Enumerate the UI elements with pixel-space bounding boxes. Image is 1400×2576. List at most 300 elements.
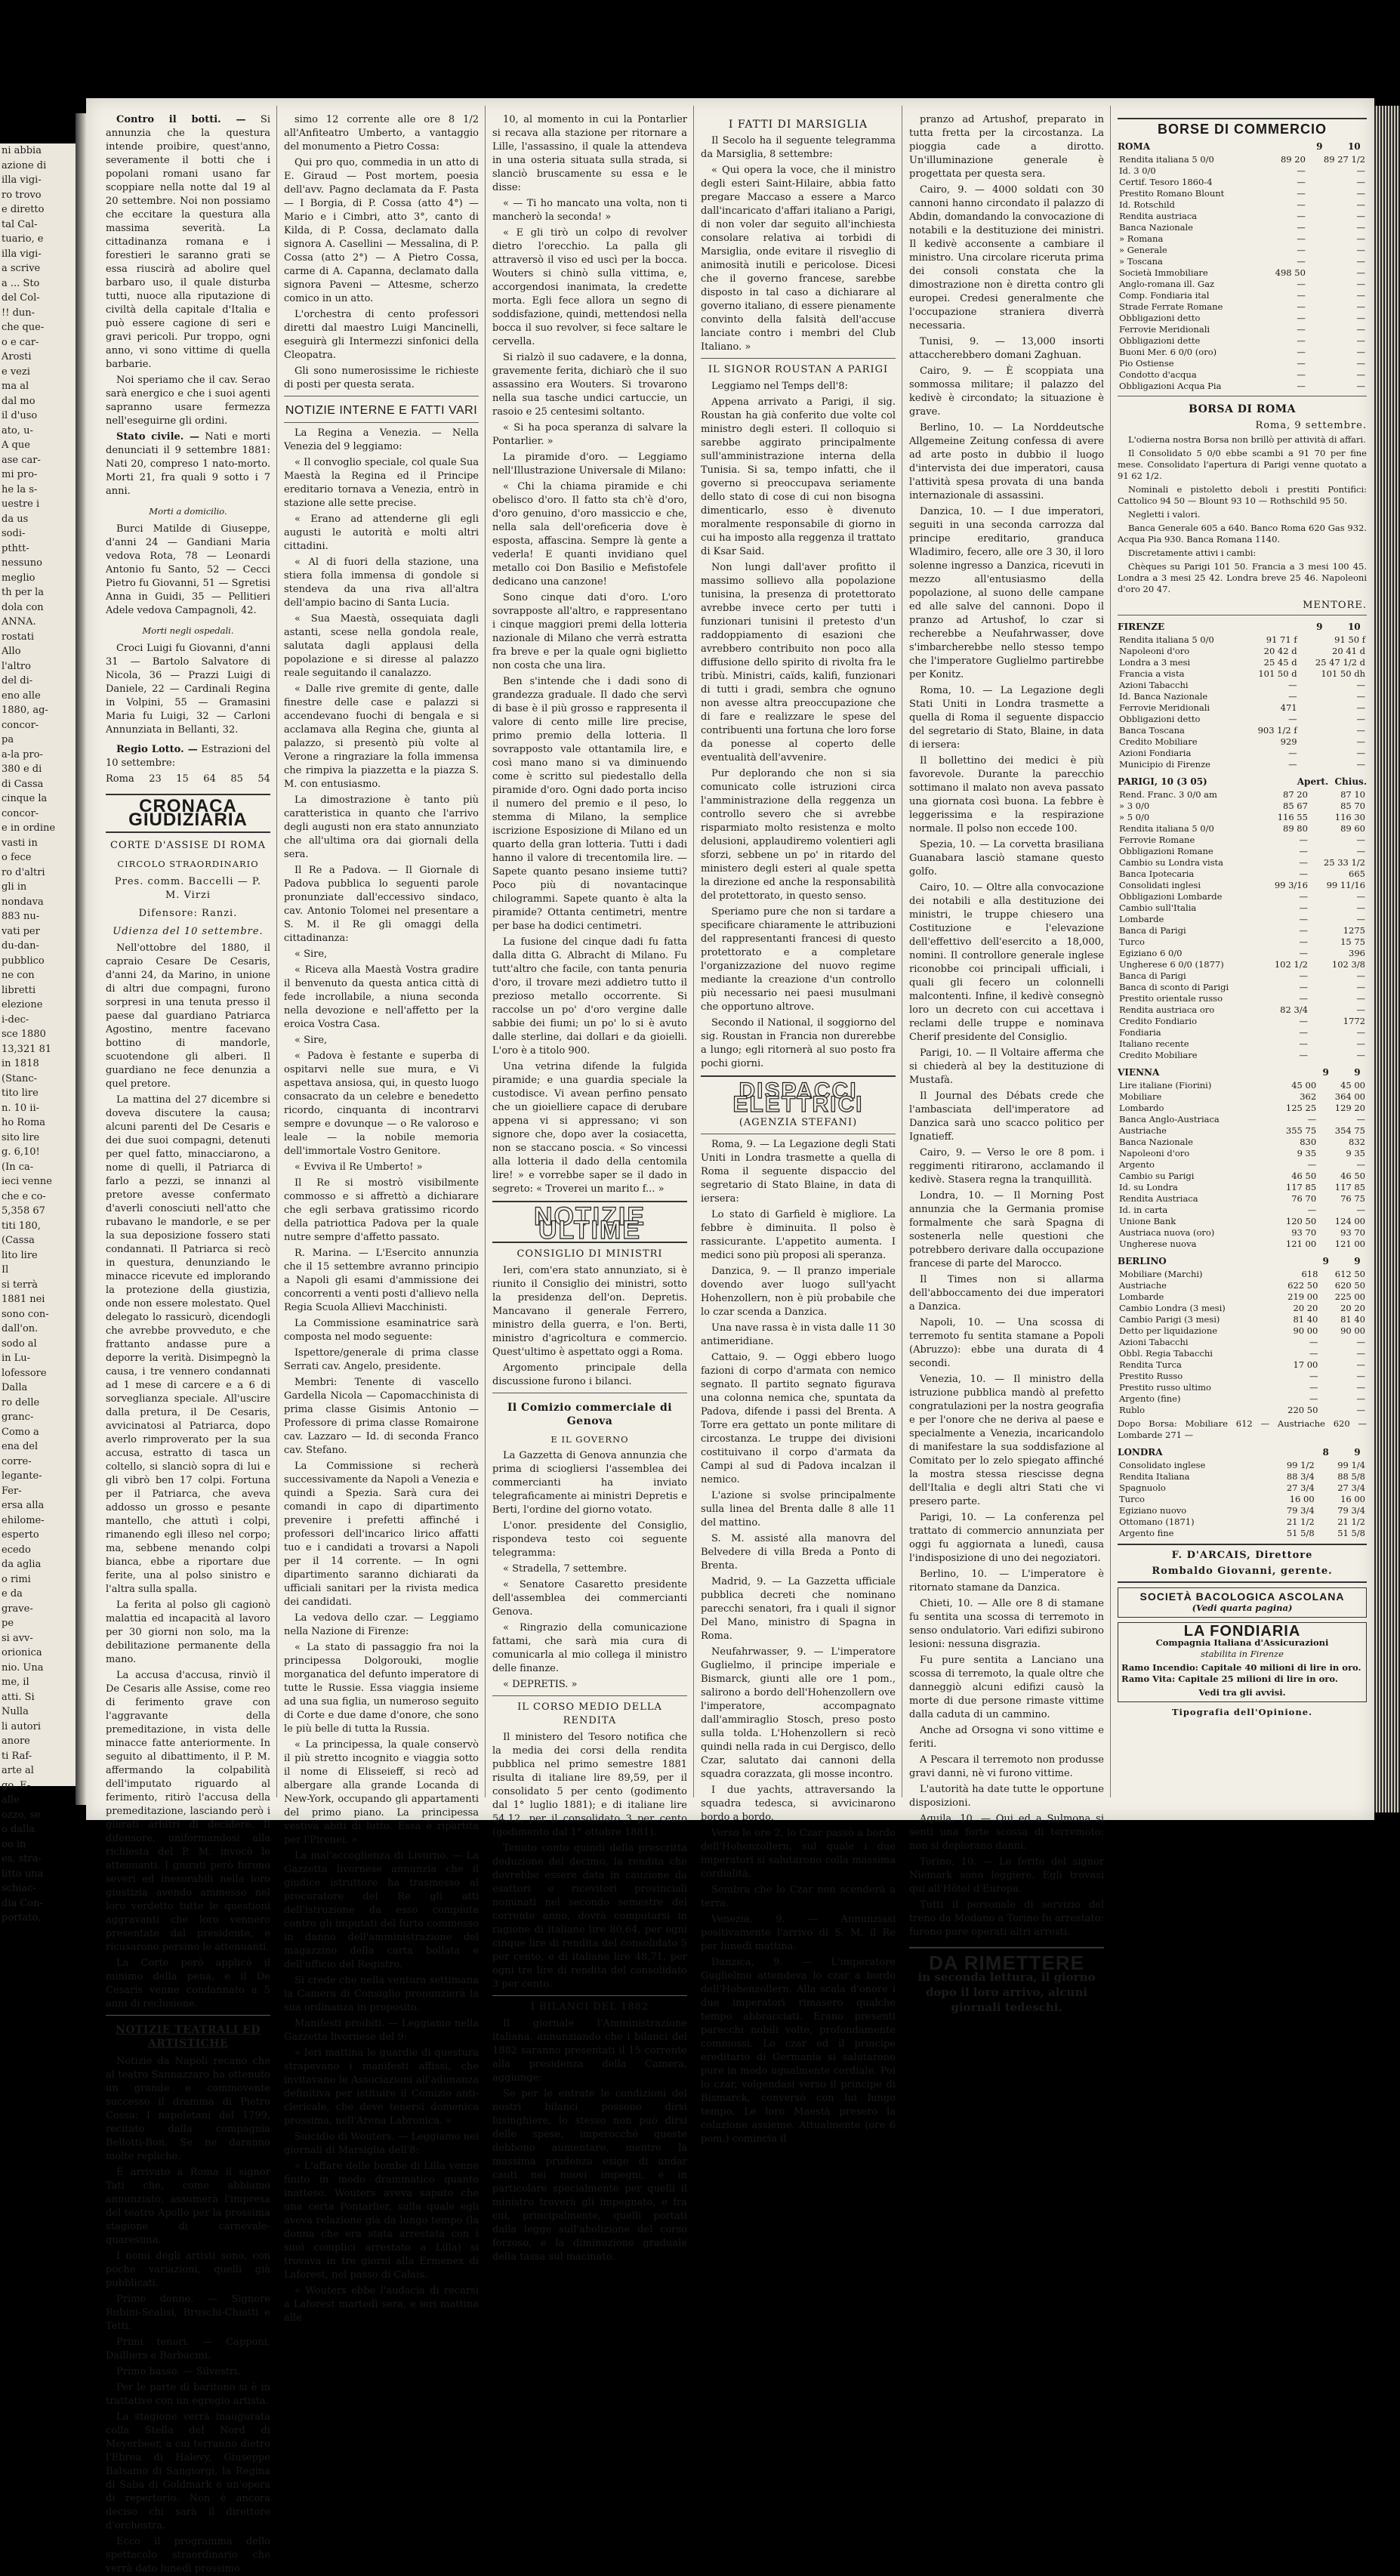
security-name: Argento xyxy=(1119,1159,1155,1170)
paragraph: Membri: Tenente di vascello Gardella Nicola — Capomacchinista di prima classe Gisimis Antonio — Professore di prima classe Romairone cav. Lazzaro — Id. di seconda Franco cav. Stefano. xyxy=(284,1377,479,1456)
paragraph: La dimostrazione è tanto più caratteristica in quanto che l'arrivo degli augusti non era stato annunziato che all'ultima ora dai giornali della sera. xyxy=(284,794,479,860)
security-name: Obbligazioni Romane xyxy=(1119,846,1213,856)
market-row xyxy=(1118,914,1367,925)
security-name: Credito Mobiliare xyxy=(1119,1050,1198,1060)
market-row xyxy=(1118,1193,1367,1205)
quote-value: 102 3/8 xyxy=(1331,959,1365,970)
column-rule xyxy=(485,106,486,1797)
quote-value: 355 75 xyxy=(1285,1125,1317,1136)
facing-page-fragment: n. 10 ii- xyxy=(2,1102,40,1114)
security-name: Napoleoni d'oro xyxy=(1119,1148,1190,1158)
quote-value: 93 70 xyxy=(1291,1227,1317,1238)
borsa-roma-sign: MENTORE. xyxy=(1303,600,1367,611)
market-row xyxy=(1118,188,1367,199)
quote-value: — xyxy=(1356,1382,1365,1393)
bacologica-ad: SOCIETÀ BACOLOGICA ASCOLANA xyxy=(1139,1590,1345,1603)
market-row xyxy=(1118,691,1367,702)
day: 9 xyxy=(1354,1067,1361,1078)
quote-value: 102 1/2 xyxy=(1274,959,1308,970)
quote-value: 81 40 xyxy=(1340,1314,1365,1325)
paragraph: I due yachts, attraversando la squadra tedesca, si avvicinarono bordo a bordo. xyxy=(701,1785,896,1823)
market-row xyxy=(1118,759,1367,770)
quote-value: — xyxy=(1297,324,1306,335)
paragraph: Tenuto conto quindi della prescritta deduzione del decimo, la rendita che dovrebbe essere data in cauzione da esattori e ricevitori provinciali nominati nel secondo semestre del corrente anno, dovrà computarsi in ragione di italiane lire 80,64, per ogni cinque lire di rendita del consolidato 5 per cento, e di italiane lire 48,71, per ogni tre lire di rendita del consolidato 3 per cento. xyxy=(492,1843,687,1990)
security-name: Buoni Mer. 6 0/0 (oro) xyxy=(1119,347,1217,357)
facing-page-fragment: ersa alla xyxy=(2,1500,45,1511)
quote-value: — xyxy=(1297,222,1306,233)
market-row xyxy=(1118,1303,1367,1314)
quote-value: — xyxy=(1356,914,1365,924)
morti-domicilio: Burci Matilde di Giuseppe, d'anni 24 — Gandiani Maria vedova Rota, 78 — Leonardi Antonio fu Santo, 52 — Cecci Pietro fu Giovanni, 51 — Sgretisi Anna in Guidi, 35 — Pellitieri Adele vedova Campagnoli, 42. xyxy=(106,523,270,616)
market-row xyxy=(1118,1482,1367,1494)
quote-value: — xyxy=(1297,211,1306,221)
quote-value: — xyxy=(1299,1027,1308,1038)
quote-value: — xyxy=(1299,1050,1308,1060)
facing-page-fragment: che que- xyxy=(2,322,45,333)
market-row xyxy=(1118,1004,1367,1016)
quote-value: — xyxy=(1297,335,1306,346)
quote-value: 618 xyxy=(1301,1269,1318,1279)
security-name: Id. Rotschild xyxy=(1119,199,1175,210)
paragraph: I nomi degli artisti sono, con poche variazioni, quelli già pubblicati. xyxy=(106,2251,270,2289)
day: 10 xyxy=(1347,622,1361,632)
facing-page-fragment: concor- xyxy=(2,807,39,819)
security-name: Azioni Fondiaria xyxy=(1119,748,1192,758)
quote-value: — xyxy=(1356,211,1365,221)
facing-page-fragment: schiac- xyxy=(2,1883,36,1894)
facing-page-fragment: i-dec- xyxy=(2,1013,29,1026)
quote-value: — xyxy=(1356,748,1365,758)
paragraph: Il bollettino dei medici è più favorevole. Durante la parecchio sottimano il malato non aveva passato una giornata così buona. La febbre è leggerissima e la respirazione normale. Il polso non eccede 100. xyxy=(909,755,1104,835)
quote-value: 121 00 xyxy=(1334,1239,1365,1249)
paragraph: Fu pure sentita a Lanciano una scossa di terremoto, la quale oltre che danneggiò alcuni edifizi causò la morte di due persone rimaste vittime dalla caduta di un cammino. xyxy=(909,1655,1104,1720)
paragraph: pranzo ad Artushof, preparato in tutta fretta per la circostanza. La pioggia cade a dirotto. Un'illuminazione generale è progettata per questa sera. xyxy=(909,114,1104,180)
quote-value: — xyxy=(1356,1114,1365,1124)
facing-page-fragment: grave- xyxy=(2,1603,33,1615)
quote-value: 82 3/4 xyxy=(1280,1004,1308,1015)
security-name: Napoleoni d'oro xyxy=(1119,646,1190,656)
market-row xyxy=(1118,1359,1367,1371)
facing-page-fragment: sodo al xyxy=(2,1337,37,1350)
security-name: Credito Fondiario xyxy=(1119,1016,1198,1026)
quote-value: — xyxy=(1299,902,1308,913)
borsa-roma-title: BORSA DI ROMA xyxy=(1188,403,1297,415)
paragraph: Berlino, 10. — La Norddeutsche Allgemeine Zeitung confessa di avere ad arte posto in dubbio il luogo d'intervista dei due imperatori, causa l'attività spesa provata di una banda internazionale di assassini. xyxy=(909,422,1104,501)
quote-value: 93 70 xyxy=(1340,1227,1365,1238)
notizie-interne-title: NOTIZIE INTERNE E FATTI VARI xyxy=(285,404,478,417)
paragraph: Negletti i valori. xyxy=(1128,509,1201,520)
quote-value: 220 50 xyxy=(1287,1405,1318,1415)
market-row xyxy=(1118,1125,1367,1137)
security-name: Argento (fine) xyxy=(1119,1393,1181,1404)
paragraph: Ieri, com'era stato annunziato, si è riunito il Consiglio dei ministri, sotto la presidenza dell'on. Depretis. Mancavano il generale Ferrero, ministro della guerra, e l'on. Berti, ministro d'agricoltura e commercio. Quest'ultimo è aspettato oggi a Roma. xyxy=(492,1265,687,1358)
quote-value: — xyxy=(1297,188,1306,199)
news-text: Nati e morti denunciati il 9 settembre 1881: Nati 20, compreso 1 nato-morto. Morti 21, fra quali 9 sotto i 7 anni. xyxy=(106,431,270,497)
morti-domicilio-title: Morti a domicilio. xyxy=(149,506,227,517)
security-name: Ungherese nuova xyxy=(1119,1239,1197,1249)
paragraph: « Ieri mattina le guardie di questura strapevano i manifesti affissi, che invitavano le Associazioni all'adunanza definitiva per istituire il Comizio anti-clericale, che deve tenersi domenica prossima, nell'Arena Labronica. » xyxy=(284,2047,479,2127)
paragraph: Londra, 10. — Il Morning Post annunzia che la Germania promise formalmente che sarà Spagna di sostenerla nelle questioni che potrebbero derivare dalla occupazione francese di parte del Marocco. xyxy=(909,1190,1104,1269)
facing-page-fragment: Dalla xyxy=(2,1382,28,1393)
paragraph: « La principessa, la quale conservò il più stretto incognito e viaggia sotto il nome di Elisseieff, si recò ad albergare alla grande Locanda di New-York, occupando gli appartamenti del primo piano. La principessa vestiva abiti di lutto. Essa è ripartita per l'Pirenei. » xyxy=(284,1739,479,1846)
fondiaria-sub: Compagnia Italiana d'Assicurazioni xyxy=(1155,1637,1329,1648)
quote-value: 120 50 xyxy=(1285,1216,1317,1226)
paragraph: Berlino, 10. — L'imperatore è ritornato stamane da Danzica. xyxy=(909,1569,1104,1593)
paragraph: Speriamo pure che non si tardare a specificare chiaramente le attribuzioni del rappresentanti francesi di questo protettorato e a completare l'organizzazione del nuovo regime mediante la creazione d'un controllo più necessario nei paesi musulmani che opportuno altrove. xyxy=(701,906,896,1013)
paragraph: L'autorità ha date tutte le opportune disposizioni. xyxy=(909,1784,1104,1809)
quote-value: 101 50 dh xyxy=(1321,668,1365,679)
paragraph: Il Times non si allarma dell'abboccamento dei due imperatori a Danzica. xyxy=(909,1274,1104,1313)
quote-value: — xyxy=(1309,1393,1318,1404)
quote-value: — xyxy=(1356,902,1365,913)
security-name: Ferrovie Romane xyxy=(1119,835,1195,845)
quote-value: — xyxy=(1297,256,1306,267)
quote-value: 15 75 xyxy=(1340,936,1365,947)
quote-value: 25 33 1/2 xyxy=(1323,857,1365,868)
security-name: Banca Nazionale xyxy=(1119,1137,1193,1147)
facing-page-fragment: ni abbia xyxy=(2,145,42,156)
market-row xyxy=(1118,1027,1367,1038)
market-row xyxy=(1118,680,1367,691)
lotto-number: 54 xyxy=(257,773,270,785)
facing-page-edge xyxy=(0,143,76,1924)
paragraph: Il Re a Padova. — Il Giornale di Padova pubblica lo seguenti parole pronunziate dall'eccessivo sindaco, cav. Antonio Tolomei nel presentare a S. M. il Re gli omaggi della cittadinanza: xyxy=(284,865,479,944)
facing-page-fragment: e vezi xyxy=(2,366,30,378)
security-name: Italiano recente xyxy=(1119,1038,1189,1049)
borse-title: BORSE DI COMMERCIO xyxy=(1157,122,1327,137)
market-row xyxy=(1118,902,1367,914)
roustan-title: IL SIGNOR ROUSTAN A PARIGI xyxy=(708,364,889,375)
paragraph: « L'affare delle bombe di Lilla venne finito in modo drammatico quanto inatteso. Wouters aveva saputo che una certa Pontarlier, sulla quale egli aveva relazione già da lungo tempo (la donna che era stata arrestata con i suoi complici arrestato a Lilla) si trovava in tre giorni alla Ermenex di Laforest, nel passo di Calais. xyxy=(284,2161,479,2281)
gerente: Rombaldo Giovanni, gerente. xyxy=(1152,1566,1333,1577)
quote-value: — xyxy=(1356,1205,1365,1215)
day: 9 xyxy=(1316,141,1323,152)
paragraph: « Sire, xyxy=(294,1035,328,1046)
facing-page-fragment: e diretto xyxy=(2,204,45,215)
security-name: Detto per liquidazione xyxy=(1119,1325,1218,1336)
market-row xyxy=(1118,1382,1367,1393)
paragraph: La mal'accoglienza di Livorno. — La Gazzetta livornese annunzia che il giudice istruttore ha trasmesso al procuratore del Re gli atti dell'istruzione da esso compiuta contro gli imputati del furto commesso in danno dell'amministrazione del magazzino della carta bollata e dell'ufficio del Registro. xyxy=(284,1850,479,1970)
security-name: Rend. Franc. 3 0/0 am xyxy=(1119,789,1217,800)
facing-page-fragment: pe xyxy=(2,1618,14,1629)
quote-value: — xyxy=(1356,256,1365,267)
quote-value: 20 20 xyxy=(1293,1303,1318,1313)
facing-page-fragment: 380 e di xyxy=(2,764,42,775)
facing-page-fragment: nio. Una xyxy=(2,1661,44,1674)
paragraph: Il Re si mostrò visibilmente commosso e si affrettò a dichiarare che egli serbava gratissimo ricordo della patriottica Padova per la quale nutre sempre d'affetto passato. xyxy=(284,1177,479,1243)
quote-value: — xyxy=(1356,199,1365,210)
paragraph: « DEPRETIS. » xyxy=(503,1679,578,1690)
news-lead: Stato civile. — xyxy=(116,431,200,443)
security-name: Obbligazioni detto xyxy=(1119,714,1201,724)
firenze-label: FIRENZE xyxy=(1118,622,1165,632)
paragraph: « Ringrazio della comunicazione fattami, che sarà mia cura di comunicarla al mio collega il ministro delle finanze. xyxy=(492,1622,687,1674)
market-row xyxy=(1118,1460,1367,1471)
paragraph: Per le parte di baritono si è in trattative con un egregio artista. xyxy=(106,2382,270,2407)
facing-page-fragment: 1880, ag- xyxy=(2,705,48,716)
paragraph: « Evviva il Re Umberto! » xyxy=(294,1162,423,1173)
column-rule xyxy=(1110,106,1111,1797)
facing-page-fragment: da us xyxy=(2,513,29,525)
fondiaria-ad: LA FONDIARIA xyxy=(1183,1623,1301,1640)
security-name: Obbligazioni Acqua Pia xyxy=(1119,381,1222,391)
quote-value: — xyxy=(1356,982,1365,992)
facing-page-fragment: in Lu- xyxy=(2,1353,31,1364)
column-6-markets xyxy=(1118,113,1367,1797)
udienza: Udienza del 10 settembre. xyxy=(113,926,264,937)
quote-value: — xyxy=(1356,1371,1365,1381)
facing-page-fragment: pa xyxy=(2,734,14,745)
quote-value: — xyxy=(1356,290,1365,301)
facing-page-fragment: gli in xyxy=(2,881,27,893)
paragraph: La piramide d'oro. — Leggiamo nell'Illustrazione Universale di Milano: xyxy=(492,452,687,477)
facing-page-fragment: nondava xyxy=(2,896,44,908)
quote-value: 88 5/8 xyxy=(1337,1471,1365,1482)
paragraph: L'orchestra di cento professori diretti dal maestro Luigi Mancinelli, eseguirà gli Intermezzi sinfonici della Cleopatra. xyxy=(284,309,479,361)
quote-value: — xyxy=(1356,691,1365,702)
facing-page-fragment: he la s- xyxy=(2,483,38,495)
quote-value: 16 00 xyxy=(1340,1494,1365,1504)
market-row xyxy=(1118,381,1367,392)
security-name: Cambio su Parigi xyxy=(1119,1171,1195,1181)
market-row xyxy=(1118,1171,1367,1182)
column-1 xyxy=(106,113,270,2574)
paragraph: A Pescara il terremoto non produsse gravi danni, nè vi furono vittime. xyxy=(909,1754,1104,1779)
quote-value: — xyxy=(1309,1337,1318,1347)
quote-value: — xyxy=(1356,1359,1365,1370)
market-row xyxy=(1118,646,1367,657)
facing-page-fragment: ro trovo xyxy=(2,189,42,201)
security-name: Rendita italiana 5 0/0 xyxy=(1119,154,1214,165)
paragraph: Torino, 10. — Le ferite del signor Niemark sono leggiere. Egli trovasi qui all'Hôtel d'Europa. xyxy=(909,1856,1104,1895)
facing-page-fragment: o dalla xyxy=(2,1824,35,1835)
col-head: Apert. xyxy=(1297,776,1329,787)
berlino-table xyxy=(1118,1269,1367,1416)
quote-value: 90 00 xyxy=(1340,1325,1365,1336)
market-row xyxy=(1118,347,1367,358)
quote-value: — xyxy=(1297,290,1306,301)
lotto-number: 85 xyxy=(230,773,243,785)
paragraph: « Senatore Casaretto presidente dell'assemblea dei commercianti Genova. xyxy=(492,1579,687,1618)
quote-value: 225 00 xyxy=(1334,1291,1365,1302)
quote-value: — xyxy=(1356,993,1365,1004)
security-name: Spagnuolo xyxy=(1119,1482,1166,1493)
quote-value: — xyxy=(1299,891,1308,902)
facing-page-fragment: titi 180, xyxy=(2,1220,41,1232)
market-row xyxy=(1118,891,1367,902)
column-rule xyxy=(693,106,694,1797)
market-row xyxy=(1118,267,1367,279)
paragraph: Prime donne. — Signore Rubini-Scalisi, Bruschi-Chiatti e Tetti. xyxy=(106,2294,270,2332)
security-name: Ferrovie Meridionali xyxy=(1119,702,1210,713)
security-name: Azioni Tabacchi xyxy=(1119,1337,1189,1347)
facing-page-fragment: portato, xyxy=(2,1912,42,1924)
facing-page-fragment: tito lire xyxy=(2,1087,39,1099)
facing-page-fragment: sodi- xyxy=(2,528,26,539)
facing-page-fragment: uestre i xyxy=(2,498,40,510)
lotto-number: 15 xyxy=(176,773,189,785)
security-name: Egiziano nuovo xyxy=(1119,1505,1187,1516)
marsiglia-title: I FATTI DI MARSIGLIA xyxy=(728,119,868,131)
facing-page-fragment: a scrive xyxy=(2,263,41,274)
quote-value: 99 1/2 xyxy=(1286,1460,1315,1470)
comizio-sub: E IL GOVERNO xyxy=(550,1434,629,1445)
market-row xyxy=(1118,1016,1367,1027)
facing-page-fragment: (In ca- xyxy=(2,1161,34,1173)
quote-value: 830 xyxy=(1300,1137,1317,1147)
paragraph: « Al di fuori della stazione, una stiera folla immensa di gondole si stendeva da una riva all'altra dell'ampio bacino di Santa Lucia. xyxy=(284,557,479,609)
facing-page-fragment: vasti in xyxy=(2,837,38,849)
market-row xyxy=(1118,199,1367,211)
security-name: Società Immobiliare xyxy=(1119,267,1208,278)
security-name: Austriaca nuova (oro) xyxy=(1119,1227,1215,1238)
market-row xyxy=(1118,812,1367,823)
security-name: Austriache xyxy=(1119,1280,1167,1291)
security-name: Francia a vista xyxy=(1119,668,1185,679)
day: 9 xyxy=(1322,1067,1329,1078)
paragraph: La fusione del cinque dadi fu fatta dalla ditta G. Albracht di Milano. Fu tutt'altro che facile, con tanta penuria d'oro, il trovare mezi addietro tutto il prezioso metallo occorrente. Si raccolse un po' d'oro vergine dalle sabbie dei fiumi; un po' lo si è avuto dalle sterline, dai dollari e da gioielli. L'oro è a titolo 900. xyxy=(492,936,687,1057)
market-row xyxy=(1118,1114,1367,1125)
quote-value: 20 41 d xyxy=(1332,646,1365,656)
facing-page-fragment: sito lire xyxy=(2,1131,40,1143)
facing-page-fragment: dola con xyxy=(2,601,44,613)
market-row xyxy=(1118,290,1367,301)
paragraph: La ferita al polso gli cagionò malattia ed incapacità al lavoro per 30 giorni non solo, ma la debilitazione permanente della mano. xyxy=(106,1600,270,1665)
quote-value: — xyxy=(1356,846,1365,856)
paragraph: La vedova dello czar. — Leggiamo nella Nazione di Firenze: xyxy=(284,1612,479,1637)
quote-value: 87 20 xyxy=(1283,789,1308,800)
facing-page-fragment: (Stanc- xyxy=(2,1072,37,1084)
quote-value: — xyxy=(1299,925,1308,936)
facing-page-fragment: 5,358 67 xyxy=(2,1205,45,1217)
quote-value: 124 00 xyxy=(1334,1216,1365,1226)
quote-value: 9 35 xyxy=(1346,1148,1365,1158)
facing-page-fragment: go. E- xyxy=(2,1779,31,1791)
berlino-label: BERLINO xyxy=(1118,1256,1167,1266)
paragraph: « Si ha poca speranza di salvare la Pontarlier. » xyxy=(492,422,687,447)
quote-value: — xyxy=(1288,680,1297,690)
quote-value: 99 11/16 xyxy=(1326,880,1365,890)
paragraph: Lo stato di Garfield è migliore. La febbre è diminuita. Il polso è rassicurante. L'appetito aumenta. I medici sono più proposi ali speranza. xyxy=(701,1209,896,1261)
quote-value: 89 27 1/2 xyxy=(1323,154,1365,165)
paragraph: L'onor. presidente del Consiglio, rispondeva testo coi seguente telegramma: xyxy=(492,1520,687,1559)
security-name: Pio Ostiense xyxy=(1119,358,1174,369)
paragraph: « Dalle rive gremite di gente, dalle finestre delle case e palazzi si accendevano fuochi di bengala e si acclamava alla Regina che, giunta al palazzo, si presentò più volte al Verone a ringraziare la folla immensa che rimpiva la piazzetta e la piazza S. M. con entusiasmo. xyxy=(284,683,479,790)
facing-page-fragment: legante- xyxy=(2,1470,42,1482)
bacologica-sub: (Vedi quarta pagina) xyxy=(1192,1603,1293,1613)
security-name: Obbligazioni dette xyxy=(1119,335,1201,346)
market-row xyxy=(1118,177,1367,188)
paragraph: Ben s'intende che i dadi sono di grandezza graduale. Il dado che servì di base è il più grosso e rappresenta il valore di cento mille lire precise, primo premio della lotteria. Il sovrapposto vale ottantamila lire, e così mano mano si va diminuendo come è scritto sul piedestallo della piramide d'oro. Ogni dado porta inciso il numero del premio e il peso, lo stemma di Milano, la semplice iscrizione Esposizione di Milano ed un quarto della gran lotteria. Tutti i dadi hanno il valore di trecentomila lire. — Sapete quanto pesano insieme tutti? Poco più di novantacinque chilogrammi. Sapete quanto è alta la piramide? Ottanta centimetri, mentre per base ha dodici centimetri. xyxy=(492,676,687,932)
quote-value: 16 00 xyxy=(1289,1494,1315,1504)
paragraph: Napoli, 10. — Una scossa di terremoto fu sentita stamane a Popoli (Abruzzo): ebbe una durata di 4 secondi. xyxy=(909,1317,1104,1369)
facing-page-fragment: oo in xyxy=(2,1838,26,1850)
market-row xyxy=(1118,335,1367,347)
consiglio-title: CONSIGLIO DI MINISTRI xyxy=(517,1248,663,1260)
quote-value: — xyxy=(1288,691,1297,702)
paragraph: « Chi la chiama piramide e chi obelisco d'oro. Il fatto sta ch'è d'oro, d'oro genuino, d'oro massiccio e che, nella sala dell'oreficeria dove è esposta, affascina. Sempre là gente a vederla! E quanti invidiano quel metallo coi Don Basilio e Mefistofele dedicano una canzone! xyxy=(492,481,687,588)
security-name: Banca Ipotecaria xyxy=(1119,868,1195,879)
market-row xyxy=(1118,959,1367,970)
facing-page-fragment: corre- xyxy=(2,1455,32,1467)
security-name: Lire italiane (Fiorini) xyxy=(1119,1080,1212,1091)
paragraph: 10, al momento in cui la Pontarlier si recava alla stazione per ritornare a Lille, l'assassino, il quale la attendeva in una osteria situata sulla strada, si slanciò bruscamente su essa e le disse: xyxy=(492,114,687,193)
security-name: Lombarde xyxy=(1119,914,1164,924)
security-name: Turco xyxy=(1119,1494,1145,1504)
cronaca-giudiziaria-title: CRONACA GIUDIZIARIA xyxy=(106,794,270,833)
paragraph: Una nave rassa è in vista dalle 11 30 antimeridiane. xyxy=(701,1322,896,1347)
market-row xyxy=(1118,1280,1367,1291)
quote-value: — xyxy=(1356,1027,1365,1038)
facing-page-fragment: meglio xyxy=(2,572,35,584)
quote-value: 45 00 xyxy=(1291,1080,1317,1091)
market-row xyxy=(1118,1050,1367,1061)
market-row xyxy=(1118,1337,1367,1348)
paragraph: S. M. assisté alla manovra del Belvedere di villa Breda a Ponto di Brenta. xyxy=(701,1533,896,1572)
security-name: » 3 0/0 xyxy=(1119,801,1150,811)
market-row xyxy=(1118,211,1367,222)
security-name: Rendita austriaca xyxy=(1119,211,1198,221)
paragraph: Si crede che nella ventura settimana la Camera di Consiglio pronunzierà la sua ordinanza in proposito. xyxy=(284,1975,479,2013)
facing-page-fragment: li autori xyxy=(2,1720,41,1732)
paragraph: Leggiamo nel Temps dell'8: xyxy=(711,381,848,392)
paragraph: Danzica, 10. — I due imperatori, seguiti in una seconda carrozza dal principe ereditario, granduca Wladimiro, fecero, alle ore 3 30, il loro solenne ingresso a Danzica, ricevuti in mezzo all'entusiasmo della popolazione, al suono delle campane ed alle salve del cannoni. Dopo il pranzo ad Artushof, lo czar si recherebbe a Neufahrwasser, dove s'imbarcherebbe nello stesso tempo che l'imperatore Guglielmo partirebbe per Konitz. xyxy=(909,506,1104,680)
paragraph: Tutti il personale di servizio del treno da Modano a Torino fu arrestato: furono pure operati altri arresti. xyxy=(909,1899,1104,1938)
book-gutter xyxy=(76,113,86,1805)
ramo-incendio: Ramo Incendio: Capitale 40 milioni di lire in oro. xyxy=(1121,1662,1361,1673)
security-name: Cambio su Londra vista xyxy=(1119,857,1224,868)
quote-value: — xyxy=(1356,177,1365,187)
security-name: Ungherese 6 0/0 (1877) xyxy=(1119,959,1224,970)
borsa-roma-date: Roma, 9 settembre. xyxy=(1255,420,1367,431)
quote-value: — xyxy=(1356,736,1365,747)
market-row xyxy=(1118,313,1367,324)
news-lead: Contro il botti. — xyxy=(116,114,246,125)
paragraph: Parigi, 10. — La conferenza pel trattato di commercio annunziata per oggi fu aggiornata a lunedì, causa l'indisposizione di uno dei negoziatori. xyxy=(909,1512,1104,1564)
news-item xyxy=(106,113,270,372)
quote-value: 85 70 xyxy=(1340,801,1365,811)
facing-page-fragment: alle xyxy=(2,1794,20,1806)
quote-value: 129 20 xyxy=(1334,1103,1365,1113)
facing-page-fragment: dia Con- xyxy=(2,1897,43,1909)
facing-page-fragment: ro delle xyxy=(2,1396,40,1408)
facing-page-fragment: g. 6,10! xyxy=(2,1146,40,1158)
quote-value: 76 75 xyxy=(1340,1193,1365,1204)
paragraph: Parigi, 10. — Il Voltaire afferma che si chiederà al bey la destituzione di Mustafà. xyxy=(909,1047,1104,1086)
paragraph: Madrid, 9. — La Gazzetta ufficiale pubblica decreti che nominano parecchi senatori, fra i quali il signor Del Mano, ministro di Spagna in Roma. xyxy=(701,1576,896,1642)
quote-value: — xyxy=(1297,165,1306,176)
facing-page-fragment: ase car- xyxy=(2,454,41,466)
facing-page-fragment: illa vigi- xyxy=(2,174,42,186)
facing-page-fragment: ecedo xyxy=(2,1544,31,1556)
quote-value: 99 3/16 xyxy=(1274,880,1308,890)
firenze-table xyxy=(1118,634,1367,770)
column-rule xyxy=(276,106,277,1797)
market-row xyxy=(1118,1348,1367,1359)
paragraph: Il Consolidato 5 0/0 ebbe scambi a 91 70 per fine mese. Consolidato l'apertura di Parigi venne quotato a 91 62 1/2. xyxy=(1118,448,1367,481)
quote-value: 665 xyxy=(1349,868,1365,879)
direttore: F. D'ARCAIS, Direttore xyxy=(1171,1550,1313,1561)
facing-page-fragment: lito lire xyxy=(2,1249,38,1261)
news-item xyxy=(106,374,270,428)
facing-page-fragment: dal mo xyxy=(2,395,35,407)
difensore: Difensore: Ranzi. xyxy=(138,908,238,919)
facing-page-fragment: azione di xyxy=(2,159,47,171)
market-row xyxy=(1118,868,1367,880)
quote-value: — xyxy=(1356,759,1365,770)
paragraph: Venezia, 10. — Il ministro della istruzione pubblica mandò al prefetto congratulazioni per la nostra geografia e per l'onore che ne deriva al paese e specialmente a Venezia, incaricandolo di manifestare la sua soddisfazione al Comitato per lo zelo spiegato affinché la mostra stessa riescisse degna dell'Italia e degli altri Stati che vi presero parte. xyxy=(909,1374,1104,1507)
quote-value: — xyxy=(1297,369,1306,380)
